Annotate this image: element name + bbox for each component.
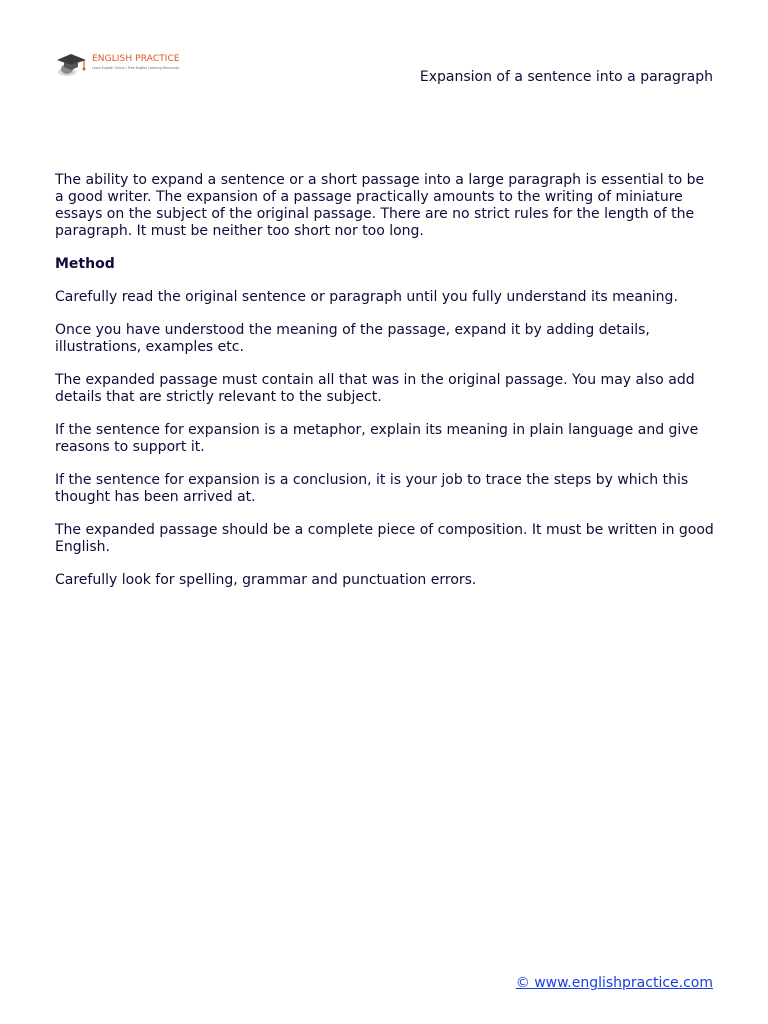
method-step-1: Carefully read the original sentence or paragraph until you fully understand its meaning. xyxy=(55,289,678,305)
method-step-3: The expanded passage must contain all that was in the original passage. You may also add details that are strictly relevant to the subject. xyxy=(55,372,695,405)
method-step-7: Carefully look for spelling, grammar and punctuation errors. xyxy=(55,572,477,588)
method-step-6: The expanded passage should be a complete piece of composition. It must be written in good English. xyxy=(55,522,714,555)
logo-title: ENGLISH PRACTICE xyxy=(92,54,180,64)
document-body xyxy=(55,172,715,605)
footer-website-link[interactable]: © www.englishpractice.com xyxy=(515,975,713,991)
method-step-4: If the sentence for expansion is a metaphor, explain its meaning in plain language and give reasons to support it. xyxy=(55,422,699,455)
method-heading: Method xyxy=(55,256,115,272)
graduation-cap-icon xyxy=(56,51,90,77)
intro-paragraph: The ability to expand a sentence or a short passage into a large paragraph is essential to be a good writer. The expansion of a passage practically amounts to the writing of miniature essays on the subject of the original passage. There are no strict rules for the length of the paragraph. It must be neither too short nor too long. xyxy=(55,172,705,239)
method-step-2: Once you have understood the meaning of the passage, expand it by adding details, illustrations, examples etc. xyxy=(55,322,650,355)
logo-tagline: Learn English Online / Free English Learning Resources xyxy=(92,66,180,70)
document-title: Expansion of a sentence into a paragraph xyxy=(419,69,713,85)
site-logo xyxy=(56,51,186,79)
method-step-5: If the sentence for expansion is a conclusion, it is your job to trace the steps by which this thought has been arrived at. xyxy=(55,472,689,505)
